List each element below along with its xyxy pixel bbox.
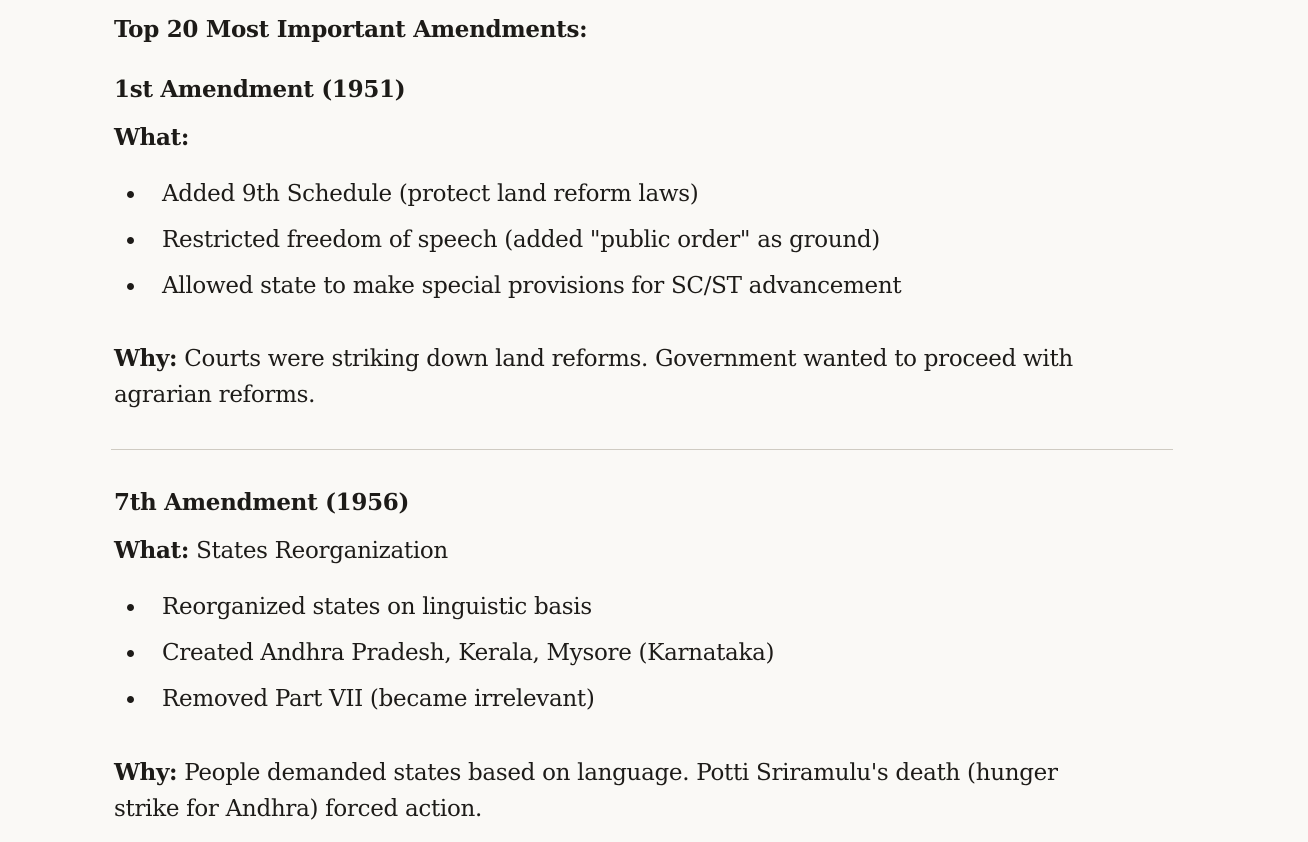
- amendment-points-list: [114, 593, 774, 731]
- list-item: [114, 180, 901, 226]
- why-label: Why:: [114, 759, 178, 786]
- why-paragraph: [114, 755, 1114, 827]
- bullet-icon: [127, 650, 134, 657]
- why-label: Why:: [114, 345, 178, 372]
- list-item-text: Allowed state to make special provisions for SC/ST advancement: [162, 273, 902, 299]
- list-item: [114, 639, 774, 685]
- amendment-title: 1st Amendment (1951): [114, 76, 406, 103]
- bullet-icon: [127, 604, 134, 611]
- why-text: Courts were striking down land reforms. Government wanted to proceed with agrarian reforms.: [114, 346, 1073, 408]
- section-divider: [111, 449, 1173, 450]
- list-item-text: Reorganized states on linguistic basis: [162, 594, 592, 620]
- bullet-icon: [127, 191, 134, 198]
- what-line: [114, 124, 189, 151]
- list-item: [114, 685, 774, 731]
- amendment-points-list: [114, 180, 901, 318]
- list-item: [114, 226, 901, 272]
- what-label: What:: [114, 537, 190, 564]
- what-label: What:: [114, 124, 190, 151]
- bullet-icon: [127, 696, 134, 703]
- list-item-text: Created Andhra Pradesh, Kerala, Mysore (Karnataka): [162, 640, 775, 666]
- list-item: [114, 593, 774, 639]
- list-item: [114, 272, 901, 318]
- what-text: States Reorganization: [189, 538, 448, 564]
- bullet-icon: [127, 283, 134, 290]
- why-paragraph: [114, 341, 1114, 413]
- page-heading: Top 20 Most Important Amendments:: [114, 16, 588, 43]
- why-text: People demanded states based on language. Potti Sriramulu's death (hunger strike for Andhra) forced action.: [114, 760, 1058, 822]
- list-item-text: Removed Part VII (became irrelevant): [162, 686, 595, 712]
- list-item-text: Restricted freedom of speech (added "public order" as ground): [162, 227, 880, 253]
- bullet-icon: [127, 237, 134, 244]
- list-item-text: Added 9th Schedule (protect land reform laws): [162, 181, 699, 207]
- what-line: [114, 537, 448, 564]
- amendment-title: 7th Amendment (1956): [114, 489, 410, 516]
